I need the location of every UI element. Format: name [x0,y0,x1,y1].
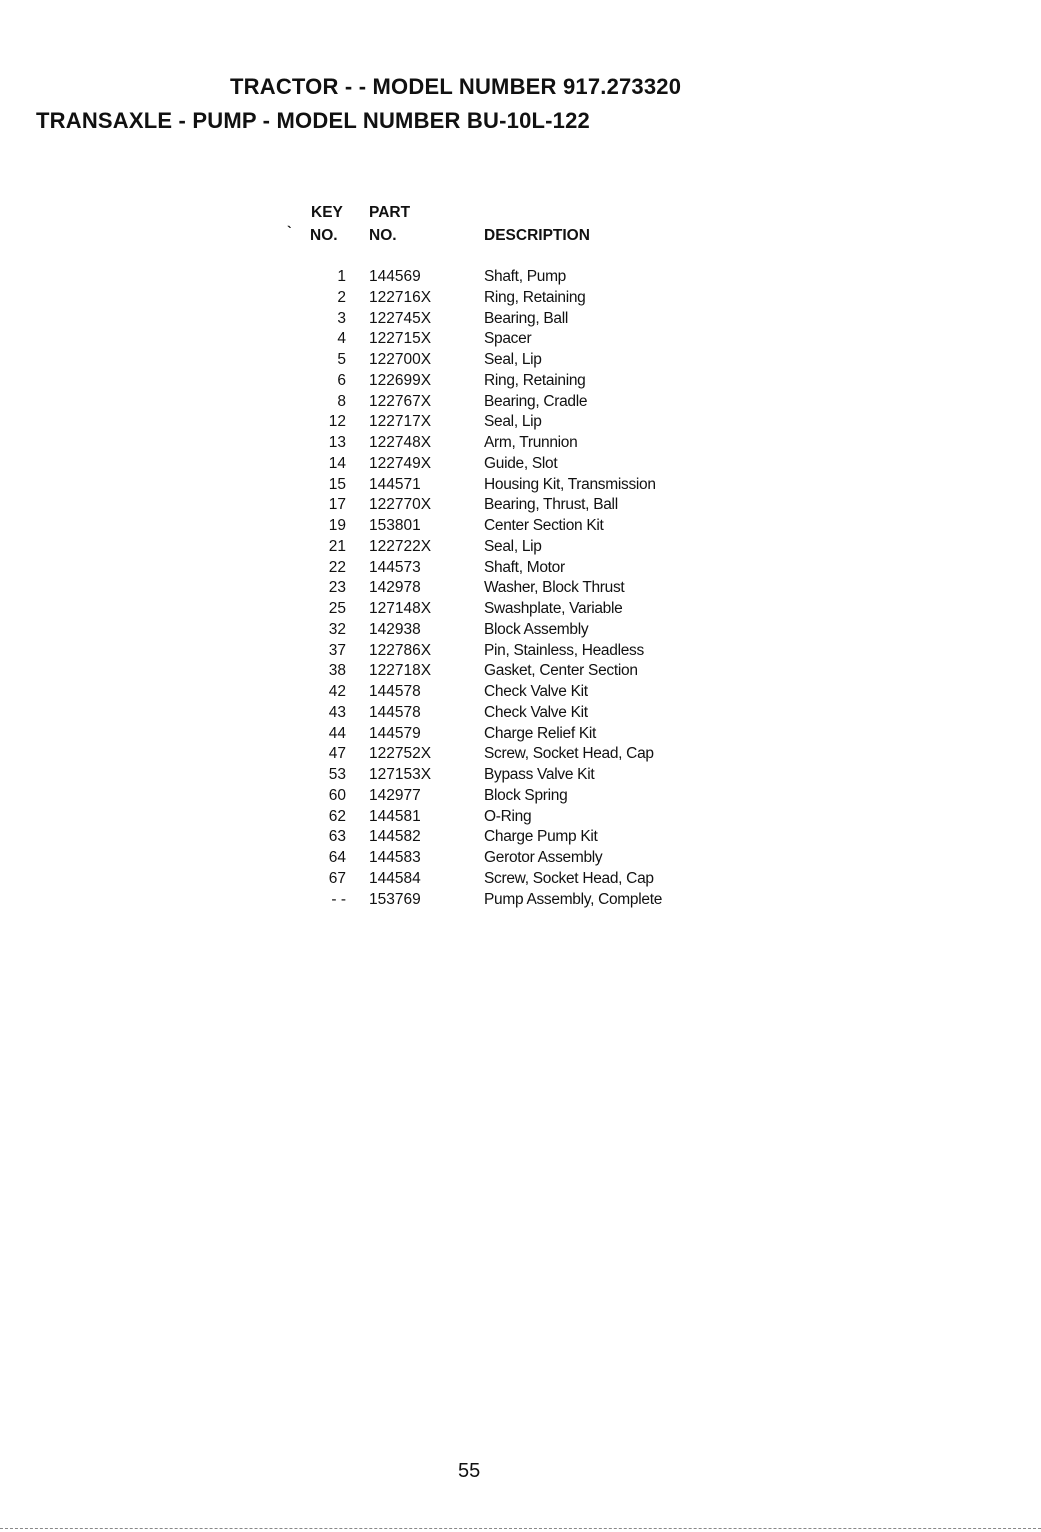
key-number: 43 [328,703,346,721]
parts-row [0,578,1041,599]
part-description: Pin, Stainless, Headless [484,641,644,659]
parts-row [0,371,1041,392]
key-number: 21 [328,537,346,555]
parts-row [0,495,1041,516]
key-header-line2: NO. [310,227,338,244]
key-number: 63 [328,828,346,846]
part-description: Ring, Retaining [484,371,586,389]
part-number: 144582 [369,828,421,846]
part-description: Arm, Trunnion [484,434,578,451]
part-number: 122700X [369,351,432,368]
key-number: 6 [337,371,346,389]
part-description: Bearing, Ball [484,309,568,327]
part-description: Seal, Lip [484,537,542,555]
part-number: 127148X [369,600,432,617]
key-number: 15 [328,475,346,493]
page-number: 55 [458,1460,481,1482]
part-number: 142978 [369,579,421,597]
part-number: 142977 [369,786,421,804]
part-description: Charge Relief Kit [484,724,597,742]
parts-row [0,661,1041,682]
key-number: 67 [328,869,346,887]
parts-row [0,869,1041,890]
part-description: Bearing, Thrust, Ball [484,496,618,514]
key-number: 5 [337,351,346,368]
key-number: 47 [328,745,346,763]
parts-row [0,641,1041,662]
parts-list [0,267,1041,910]
part-number: 144569 [369,268,421,285]
key-number: 12 [328,413,346,431]
part-description: Swashplate, Variable [484,600,623,617]
parts-row [0,848,1041,869]
part-number: 122752X [369,745,432,763]
parts-row [0,288,1041,309]
part-description: Guide, Slot [484,454,558,472]
part-number: 153801 [369,517,421,534]
part-number: 144573 [369,558,421,576]
part-number: 122699X [369,371,432,389]
key-number: 13 [328,434,346,451]
part-header-line1: PART [369,204,411,221]
part-number: 144578 [369,703,421,721]
parts-row [0,724,1041,745]
parts-row [0,786,1041,807]
part-number: 142938 [369,620,421,638]
part-description: Screw, Socket Head, Cap [484,869,654,887]
part-description: Check Valve Kit [484,703,588,721]
key-number: 1 [337,268,346,285]
parts-row [0,392,1041,413]
part-description: Spacer [484,330,532,348]
part-description: Bypass Valve Kit [484,766,595,783]
part-number: 144579 [369,724,421,742]
part-description: Ring, Retaining [484,288,586,306]
key-number: 62 [328,807,346,825]
part-description: Seal, Lip [484,413,542,431]
part-number: 122716X [369,288,432,306]
key-number: 17 [328,496,346,514]
key-number: 8 [337,392,346,410]
key-header-line1: KEY [311,204,343,221]
parts-row [0,516,1041,537]
part-number: 153769 [369,890,421,908]
description-header: DESCRIPTION [484,227,590,244]
part-number: 144571 [369,475,421,493]
part-number: 122749X [369,454,432,472]
part-number: 144583 [369,849,421,866]
part-description: Washer, Block Thrust [484,579,625,597]
part-number: 122748X [369,434,432,451]
key-number: 44 [328,724,346,742]
key-number: 3 [337,309,346,327]
part-description: Shaft, Pump [484,268,566,285]
key-number: 53 [328,766,346,783]
key-number: 25 [328,600,346,617]
part-number: 122786X [369,641,432,659]
parts-row [0,350,1041,371]
key-number: 19 [328,517,346,534]
part-description: Bearing, Cradle [484,392,588,410]
key-number: 38 [328,662,346,680]
part-number: 122770X [369,496,432,514]
part-number: 122745X [369,309,432,327]
parts-row [0,558,1041,579]
part-description: Gerotor Assembly [484,849,603,866]
parts-row [0,454,1041,475]
page-subtitle: TRANSAXLE - PUMP - MODEL NUMBER BU-10L-122 [36,108,590,133]
parts-row [0,599,1041,620]
parts-row [0,765,1041,786]
stray-mark: ` [287,223,292,239]
key-number: 22 [328,558,346,576]
parts-row [0,744,1041,765]
part-description: Seal, Lip [484,351,542,368]
part-number: 122718X [369,662,432,680]
parts-row [0,890,1041,911]
bottom-rule [0,1528,1041,1530]
key-number: 23 [328,579,346,597]
part-description: Gasket, Center Section [484,662,638,680]
part-number: 144584 [369,869,421,887]
part-number: 122767X [369,392,432,410]
part-description: Housing Kit, Transmission [484,475,656,493]
parts-row [0,807,1041,828]
parts-row [0,620,1041,641]
page-title: TRACTOR - - MODEL NUMBER 917.273320 [230,74,682,99]
parts-row [0,703,1041,724]
part-number: 144578 [369,683,421,700]
part-number: 144581 [369,807,421,825]
key-number: 60 [328,786,346,804]
part-description: Block Assembly [484,620,589,638]
key-number: 42 [328,683,346,700]
parts-row [0,475,1041,496]
part-number: 127153X [369,766,432,783]
part-description: O-Ring [484,807,532,825]
key-number: 4 [337,330,346,348]
part-description: Check Valve Kit [484,683,588,700]
key-number: 37 [328,641,346,659]
key-number: 64 [328,849,346,866]
part-description: Charge Pump Kit [484,828,598,846]
parts-row [0,682,1041,703]
parts-row [0,267,1041,288]
part-number: 122722X [369,537,432,555]
parts-row [0,412,1041,433]
key-number: 32 [328,620,346,638]
part-description: Block Spring [484,786,568,804]
parts-row [0,309,1041,330]
parts-row [0,329,1041,350]
parts-row [0,433,1041,454]
part-number: 122715X [369,330,432,348]
part-description: Screw, Socket Head, Cap [484,745,654,763]
part-description: Pump Assembly, Complete [484,890,663,908]
key-number: - - [331,890,346,908]
part-description: Center Section Kit [484,517,604,534]
key-number: 14 [328,454,346,472]
parts-row [0,827,1041,848]
key-number: 2 [337,288,346,306]
part-header-line2: NO. [369,227,397,244]
parts-row [0,537,1041,558]
part-number: 122717X [369,413,432,431]
part-description: Shaft, Motor [484,558,565,576]
